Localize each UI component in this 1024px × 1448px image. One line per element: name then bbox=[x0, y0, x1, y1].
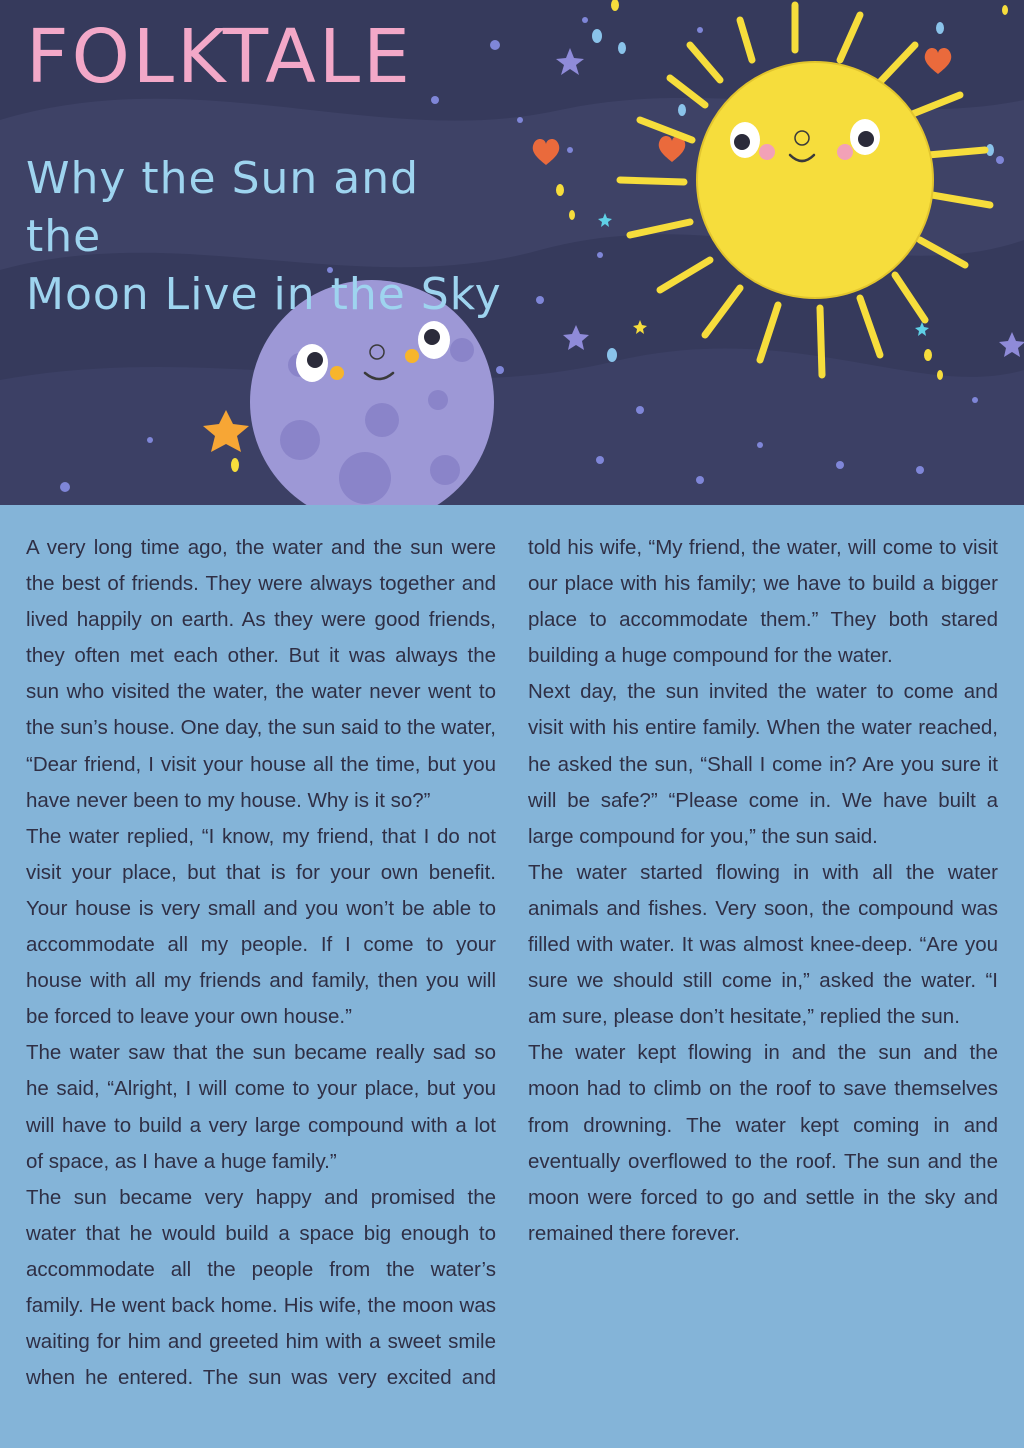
story-text bbox=[26, 530, 998, 1430]
story-paragraph: The water kept flowing in and the sun and the moon had to climb on the roof to save themselves from drowning. The water kept coming in and eventually overflowed to the roof. The sun and the moon were forced to go and settle in the sky and remained there forever. bbox=[528, 1041, 998, 1245]
story-paragraph: Next day, the sun invited the water to come and visit with his entire family. When the water reached, he asked the sun, “Shall I come in? Are you sure it will be safe?” “Please come in. We have built a large compound for you,” the sun said. bbox=[528, 680, 998, 848]
story-paragraph: The water replied, “I know, my friend, that I do not visit your place, but that is for your own benefit. Your house is very small and you won’t be able to accommodate all my people. If I come to your house with all my friends and family, then you will be forced to leave your own house.” bbox=[26, 824, 496, 1029]
story-paragraph: The water started flowing in with all the water animals and fishes. Very soon, the compound was filled with water. It was almost knee-deep. “Are you sure we should still come in,” asked the water. “I am sure, please don’t hesitate,” replied the sun. bbox=[528, 860, 998, 1029]
story-paragraph: A very long time ago, the water and the sun were the best of friends. They were always together and lived happily on earth. As they were good friends, they often met each other. But it was always the sun who visited the water, the water never went to the sun’s house. One day, the sun said to the water, “Dear friend, I visit your house all the time, but you have never been to my house. Why is it so?” bbox=[26, 536, 496, 812]
subtitle-line-1: Why the Sun and the bbox=[26, 153, 420, 262]
page-title: FOLKTALE bbox=[26, 14, 413, 100]
hero-illustration bbox=[0, 0, 1024, 505]
sun-character bbox=[697, 62, 933, 298]
story-paragraph: The water saw that the sun became really sad so he said, “Alright, I will come to your place, but you will have to build a very large compound with a lot of space, as I have a huge family.” bbox=[26, 1041, 496, 1173]
page-subtitle bbox=[26, 150, 506, 324]
story-paragraph: The sun became very happy and promised the water that he would build a space big enough to accommodate all the people from the water’s family. He went back home. His wife, the moon was waiting for him and greeted him with a sweet smile when he entered. The sun was very excited and told his wife, “My friend, the water, will come to visit our place with his family; we have to build a bigger place to accommodate them.” They both stared building a huge compound for the water. bbox=[26, 536, 998, 1390]
subtitle-line-2: Moon Live in the Sky bbox=[26, 269, 502, 320]
